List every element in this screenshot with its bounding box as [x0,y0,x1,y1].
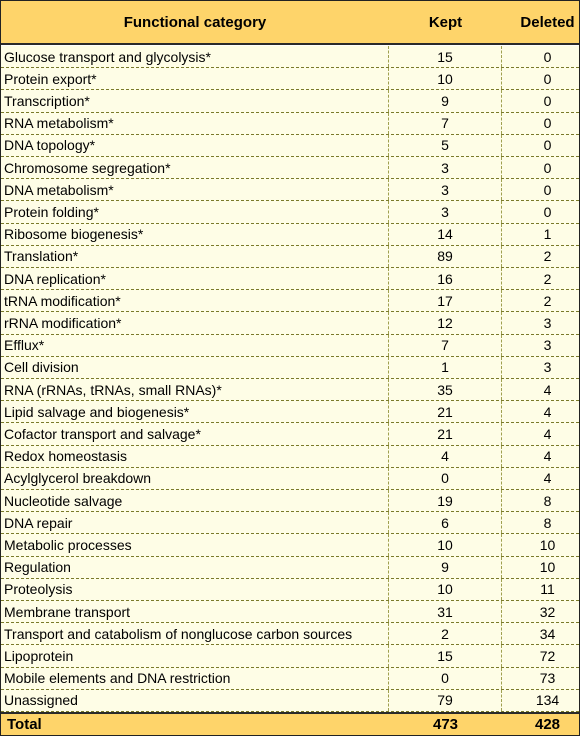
table-row [1,668,579,690]
category-cell: Metabolic processes [1,534,389,555]
category-cell: Lipid salvage and biogenesis* [1,401,389,422]
kept-cell: 3 [389,157,502,178]
category-cell: Mobile elements and DNA restriction [1,668,389,689]
category-cell: Chromosome segregation* [1,157,389,178]
deleted-cell: 0 [543,203,552,220]
kept-cell: 31 [389,601,502,622]
kept-cell: 12 [389,312,502,333]
category-cell: rRNA modification* [1,312,389,333]
kept-cell: 21 [389,423,502,444]
category-cell: Proteolysis [1,579,389,600]
category-cell: Regulation [1,557,389,578]
total-row [1,712,579,735]
table-row [1,446,579,468]
category-cell: Protein export* [1,68,389,89]
kept-cell: 10 [389,579,502,600]
category-cell: Glucose transport and glycolysis* [1,46,389,67]
category-cell: Cell division [1,357,389,378]
table-row [1,423,579,445]
deleted-cell: 134 [535,692,560,709]
kept-cell: 3 [389,201,502,222]
table-row [1,468,579,490]
deleted-cell: 1 [543,226,552,243]
kept-cell: 7 [389,113,502,134]
table-row [1,601,579,623]
deleted-cell: 4 [543,448,552,465]
table-row [1,46,579,68]
table-row [1,335,579,357]
table-row [1,534,579,556]
table-row [1,401,579,423]
deleted-cell: 32 [539,603,556,620]
table-row [1,512,579,534]
deleted-cell: 11 [540,581,555,598]
kept-cell: 2 [389,623,502,644]
category-cell: DNA topology* [1,135,389,156]
deleted-cell: 4 [543,470,552,487]
kept-cell: 3 [389,179,502,200]
table-row [1,690,579,712]
deleted-cell: 0 [543,92,552,109]
table-row [1,623,579,645]
deleted-cell: 10 [539,559,556,576]
table-row [1,268,579,290]
table-row [1,90,579,112]
category-cell: DNA replication* [1,268,389,289]
category-cell: Translation* [1,246,389,267]
kept-cell: 0 [389,668,502,689]
kept-cell: 5 [389,135,502,156]
deleted-cell: 0 [543,115,552,132]
kept-cell: 10 [389,534,502,555]
deleted-cell: 4 [543,381,552,398]
category-cell: RNA (rRNAs, tRNAs, small RNAs)* [1,379,389,400]
table-row [1,113,579,135]
kept-cell: 7 [389,335,502,356]
table-row [1,68,579,90]
category-cell: Redox homeostasis [1,446,389,467]
kept-cell: 16 [389,268,502,289]
deleted-cell: 0 [543,159,552,176]
header-functional-category: Functional category [123,13,267,31]
table-row [1,179,579,201]
kept-cell: 15 [389,46,502,67]
category-cell: tRNA modification* [1,290,389,311]
kept-cell: 89 [389,246,502,267]
header-kept: Kept [428,13,463,31]
deleted-cell: 8 [543,514,552,531]
table-row [1,490,579,512]
table-row [1,357,579,379]
category-cell: Protein folding* [1,201,389,222]
category-cell: Nucleotide salvage [1,490,389,511]
category-cell: Acylglycerol breakdown [1,468,389,489]
deleted-cell: 4 [543,425,552,442]
table-row [1,379,579,401]
deleted-cell: 2 [543,292,552,309]
table-row [1,135,579,157]
total-label: Total [7,716,42,733]
kept-cell: 17 [389,290,502,311]
category-cell: Lipoprotein [1,645,389,666]
category-cell: Transport and catabolism of nonglucose carbon sources [1,623,389,644]
kept-cell: 9 [389,90,502,111]
kept-cell: 35 [389,379,502,400]
deleted-cell: 10 [539,536,556,553]
table-row [1,557,579,579]
kept-cell: 21 [389,401,502,422]
table-row [1,201,579,223]
category-cell: RNA metabolism* [1,113,389,134]
total-deleted: 428 [534,716,561,733]
header-deleted: Deleted [520,13,575,31]
deleted-cell: 3 [543,359,552,376]
table-row [1,645,579,667]
deleted-cell: 0 [543,181,552,198]
deleted-cell: 0 [543,48,552,65]
table-row [1,246,579,268]
kept-cell: 9 [389,557,502,578]
deleted-cell: 3 [543,337,552,354]
category-cell: Cofactor transport and salvage* [1,423,389,444]
table-row [1,579,579,601]
deleted-cell: 73 [539,670,556,687]
table-row [1,224,579,246]
category-cell: Efflux* [1,335,389,356]
deleted-cell: 0 [543,70,552,87]
category-cell: DNA metabolism* [1,179,389,200]
kept-cell: 10 [389,68,502,89]
kept-cell: 6 [389,512,502,533]
deleted-cell: 0 [543,137,552,154]
category-cell: Membrane transport [1,601,389,622]
category-cell: DNA repair [1,512,389,533]
deleted-cell: 2 [543,248,552,265]
table-row [1,157,579,179]
total-kept: 473 [432,716,459,733]
deleted-cell: 2 [543,270,552,287]
kept-cell: 15 [389,645,502,666]
table-row [1,290,579,312]
deleted-cell: 34 [539,625,556,642]
table-header-row [1,1,579,45]
kept-cell: 1 [389,357,502,378]
deleted-cell: 8 [543,492,552,509]
table-row [1,312,579,334]
kept-cell: 4 [389,446,502,467]
category-cell: Unassigned [1,690,389,711]
kept-cell: 19 [389,490,502,511]
deleted-cell: 3 [543,314,552,331]
kept-cell: 14 [389,224,502,245]
kept-cell: 79 [389,690,502,711]
deleted-cell: 72 [539,647,556,664]
deleted-cell: 4 [543,403,552,420]
category-cell: Transcription* [1,90,389,111]
kept-cell: 0 [389,468,502,489]
category-cell: Ribosome biogenesis* [1,224,389,245]
